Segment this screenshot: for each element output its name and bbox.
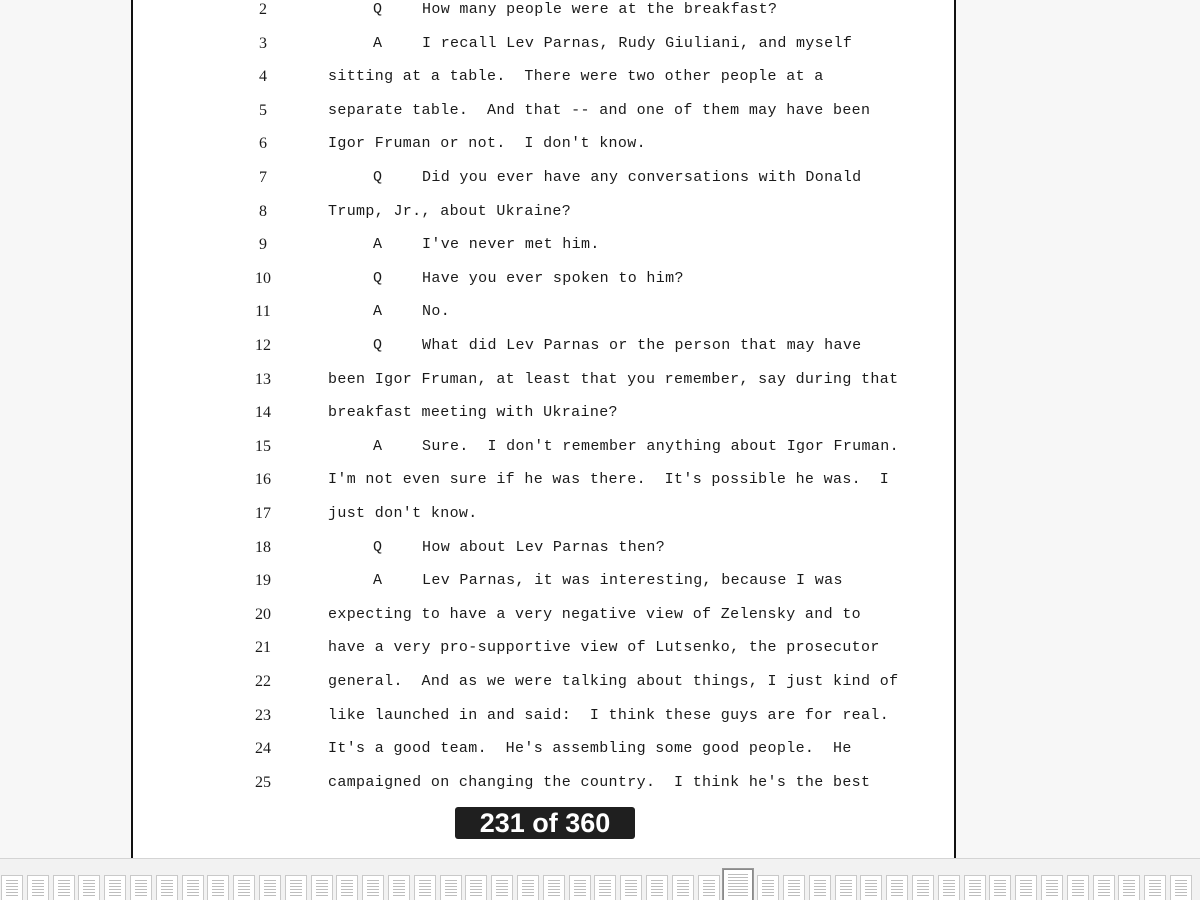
page-indicator: 231 of 360	[455, 807, 635, 839]
speaker-label: Q	[373, 337, 383, 354]
thumbnail[interactable]	[285, 875, 307, 900]
line-text: How many people were at the breakfast?	[422, 1, 778, 18]
speaker-label: Q	[373, 169, 383, 186]
speaker-label: A	[373, 236, 383, 254]
speaker-label: Q	[373, 269, 383, 287]
line-text: It's a good team. He's assembling some good people. He	[328, 740, 852, 758]
thumbnail[interactable]	[130, 875, 152, 900]
line-number: 5	[259, 101, 267, 119]
line-text: What did Lev Parnas or the person that may have	[422, 337, 862, 354]
transcript-line	[133, 438, 954, 472]
transcript-line	[133, 606, 954, 640]
line-number: 21	[255, 639, 271, 657]
thumbnail-current[interactable]	[723, 869, 753, 900]
thumbnail[interactable]	[698, 875, 720, 900]
transcript-line	[133, 203, 954, 237]
line-text: separate table. And that -- and one of them may have been	[328, 101, 871, 119]
thumbnail[interactable]	[1144, 875, 1166, 900]
transcript-line	[133, 102, 954, 136]
thumbnail[interactable]	[1067, 875, 1089, 900]
thumbnail[interactable]	[886, 875, 908, 900]
thumbnail[interactable]	[646, 875, 668, 900]
transcript-line	[133, 337, 954, 371]
transcript-line	[133, 471, 954, 505]
thumbnail[interactable]	[1041, 875, 1063, 900]
line-number: 22	[255, 673, 271, 690]
transcript-line	[133, 270, 954, 304]
line-text: breakfast meeting with Ukraine?	[328, 404, 618, 422]
transcript-line	[133, 639, 954, 673]
thumbnail[interactable]	[465, 875, 487, 900]
thumbnail[interactable]	[440, 875, 462, 900]
thumbnail[interactable]	[1093, 875, 1115, 900]
thumbnail[interactable]	[672, 875, 694, 900]
transcript-line	[133, 68, 954, 102]
transcript-line	[133, 404, 954, 438]
line-number: 12	[255, 337, 271, 354]
line-number: 9	[259, 236, 267, 254]
thumbnail[interactable]	[543, 875, 565, 900]
speaker-label: Q	[373, 538, 383, 556]
line-text: Sure. I don't remember anything about Igor Fruman.	[422, 437, 899, 455]
line-text: just don't know.	[328, 505, 478, 522]
transcript-line	[133, 572, 954, 606]
thumbnail[interactable]	[569, 875, 591, 900]
line-number: 7	[259, 169, 267, 186]
line-text: been Igor Fruman, at least that you remember, say during that	[328, 370, 899, 388]
speaker-label: Q	[373, 1, 383, 18]
thumbnail[interactable]	[311, 875, 333, 900]
line-number: 19	[255, 572, 271, 590]
thumbnail[interactable]	[912, 875, 934, 900]
thumbnail-strip[interactable]	[0, 858, 1200, 900]
thumbnail[interactable]	[835, 875, 857, 900]
line-number: 25	[255, 773, 271, 791]
transcript-line	[133, 169, 954, 203]
speaker-label: A	[373, 303, 383, 321]
line-number: 24	[255, 740, 271, 758]
thumbnail[interactable]	[388, 875, 410, 900]
line-number: 16	[255, 471, 271, 489]
thumbnail[interactable]	[414, 875, 436, 900]
thumbnail[interactable]	[1118, 875, 1140, 900]
thumbnail[interactable]	[620, 875, 642, 900]
thumbnail[interactable]	[207, 875, 229, 900]
line-text: I recall Lev Parnas, Rudy Giuliani, and myself	[422, 34, 853, 52]
thumbnail[interactable]	[783, 875, 805, 900]
thumbnail[interactable]	[517, 875, 539, 900]
line-number: 20	[255, 605, 271, 623]
thumbnail[interactable]	[491, 875, 513, 900]
thumbnail[interactable]	[27, 875, 49, 900]
thumbnail[interactable]	[259, 875, 281, 900]
thumbnail[interactable]	[860, 875, 882, 900]
thumbnail[interactable]	[938, 875, 960, 900]
transcript-line	[133, 35, 954, 69]
line-number: 23	[255, 706, 271, 724]
thumbnail-list	[0, 875, 1200, 900]
line-text: I'm not even sure if he was there. It's possible he was. I	[328, 471, 890, 489]
transcript-page	[131, 0, 956, 858]
thumbnail[interactable]	[156, 875, 178, 900]
line-number: 10	[255, 269, 271, 287]
thumbnail[interactable]	[104, 875, 126, 900]
speaker-label: A	[373, 572, 383, 590]
line-number: 17	[255, 505, 271, 522]
line-number: 14	[255, 404, 271, 422]
thumbnail[interactable]	[53, 875, 75, 900]
line-text: Trump, Jr., about Ukraine?	[328, 202, 572, 220]
line-number: 8	[259, 202, 267, 220]
line-text: No.	[422, 303, 451, 321]
transcript-line	[133, 371, 954, 405]
line-number: 2	[259, 1, 267, 18]
line-number: 4	[259, 68, 267, 86]
thumbnail[interactable]	[1170, 875, 1192, 900]
thumbnail[interactable]	[989, 875, 1011, 900]
line-text: expecting to have a very negative view of Zelensky and to	[328, 605, 862, 623]
thumbnail[interactable]	[362, 875, 384, 900]
line-number: 13	[255, 370, 271, 388]
line-text: like launched in and said: I think these guys are for real.	[328, 706, 890, 724]
line-number: 15	[255, 437, 271, 455]
transcript-line	[133, 505, 954, 539]
transcript-line	[133, 740, 954, 774]
line-number: 18	[255, 538, 271, 556]
thumbnail[interactable]	[233, 875, 255, 900]
line-text: Lev Parnas, it was interesting, because I was	[422, 572, 843, 590]
transcript-line	[133, 1, 954, 35]
thumbnail[interactable]	[78, 875, 100, 900]
thumbnail[interactable]	[809, 875, 831, 900]
line-text: Did you ever have any conversations with Donald	[422, 169, 862, 186]
thumbnail[interactable]	[964, 875, 986, 900]
thumbnail[interactable]	[757, 875, 779, 900]
line-text: general. And as we were talking about things, I just kind of	[328, 673, 899, 690]
thumbnail[interactable]	[336, 875, 358, 900]
thumbnail[interactable]	[1, 875, 23, 900]
transcript-line	[133, 236, 954, 270]
thumbnail[interactable]	[594, 875, 616, 900]
line-number: 3	[259, 34, 267, 52]
transcript-line	[133, 774, 954, 808]
line-text: Igor Fruman or not. I don't know.	[328, 135, 646, 153]
thumbnail[interactable]	[1015, 875, 1037, 900]
line-text: How about Lev Parnas then?	[422, 538, 666, 556]
line-text: sitting at a table. There were two other people at a	[328, 68, 824, 86]
line-text: Have you ever spoken to him?	[422, 269, 684, 287]
speaker-label: A	[373, 34, 383, 52]
transcript-line	[133, 673, 954, 707]
transcript-line	[133, 539, 954, 573]
transcript-line	[133, 135, 954, 169]
line-text: I've never met him.	[422, 236, 600, 254]
speaker-label: A	[373, 437, 383, 455]
transcript-line	[133, 303, 954, 337]
line-number: 11	[255, 303, 271, 321]
line-number: 6	[259, 135, 267, 153]
transcript-line	[133, 707, 954, 741]
line-text: campaigned on changing the country. I think he's the best	[328, 773, 871, 791]
line-text: have a very pro-supportive view of Lutsenko, the prosecutor	[328, 639, 880, 657]
thumbnail[interactable]	[182, 875, 204, 900]
